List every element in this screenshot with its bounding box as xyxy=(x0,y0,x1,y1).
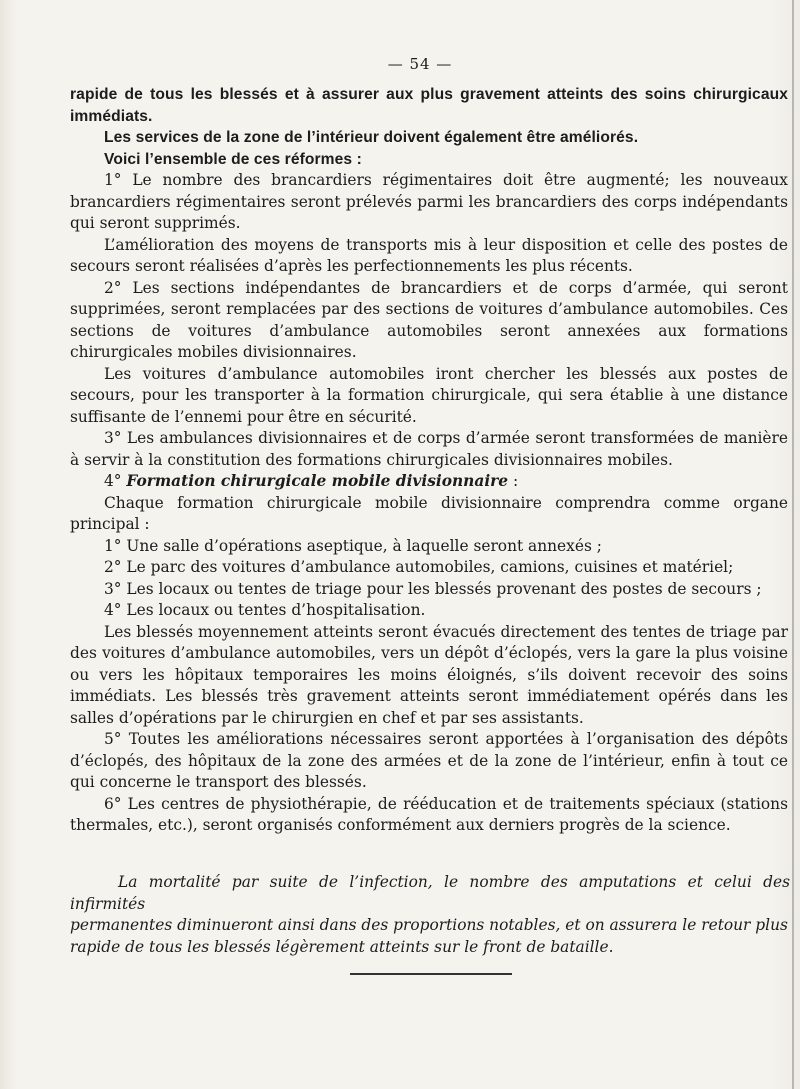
list-item-2: 2° Le parc des voitures d’ambulance automobiles, camions, cuisines et matériel; xyxy=(104,558,734,576)
paragraph-reforms-intro: Voici l’ensemble de ces réformes : xyxy=(104,150,362,168)
paragraph-reform-2: 2° Les sections indépendantes de brancardiers et de corps d’armée, qui seront supprimées, seront remplacées par des sections de voitures d’ambulance automobiles. Ces sections de voitures d’ambulance automobiles seront annexées aux formations chirurgicales mobiles divisionnaires. xyxy=(70,278,788,361)
paragraph-continuation: rapide de tous les blessés et à assurer aux plus gravement atteints des soins chirurgicaux immédiats. xyxy=(70,86,788,125)
conclusion-line-1: La mortalité par suite de l’infection, le nombre des amputations et celui des infirmités xyxy=(70,873,790,913)
list-item-4: 4° Les locaux ou tentes d’hospitalisation. xyxy=(104,601,426,619)
heading-title: Formation chirurgicale mobile divisionnaire xyxy=(126,472,509,490)
paragraph-reform-6: 6° Les centres de physiothérapie, de rééducation et de traitements spéciaux (stations thermales, etc.), seront organisés conformément aux derniers progrès de la science. xyxy=(70,794,788,834)
paragraph-reform-3: 3° Les ambulances divisionnaires et de corps d’armée seront transformées de manière à servir à la constitution des formations chirurgicales divisionnaires mobiles. xyxy=(70,429,788,469)
paragraph-evacuation: Les blessés moyennement atteints seront évacués directement des tentes de triage par des voitures d’ambulance automobiles, vers un dépôt d’éclopés, vers la gare la plus voisine ou vers les hôpitaux temporaires les moins éloignés, s’ils doivent recevoir des soins immédiats. Les blessés très gravement atteints seront immédiatement opérés dans les salles d’opérations par le chirurgien en chef et par ses assistants. xyxy=(70,622,788,727)
list-item-1: 1° Une salle d’opérations aseptique, à laquelle seront annexés ; xyxy=(104,536,602,555)
paragraph-ambulance-cars: Les voitures d’ambulance automobiles iront chercher les blessés aux postes de secours, pour les transporter à la formation chirurgicale, qui sera établie à une distance suffisante de l’ennemi pour être en sécurité. xyxy=(70,364,788,426)
conclusion-paragraph xyxy=(70,872,790,958)
paragraph-reform-5: 5° Toutes les améliorations nécessaires seront apportées à l’organisation des dépôts d’éclopés, des hôpitaux de la zone des armées et de la zone de l’intérieur, enfin à tout ce qui concerne le transport des blessés. xyxy=(70,730,788,791)
heading-colon: : xyxy=(508,472,519,490)
closing-rule xyxy=(350,973,512,975)
list-item-3: 3° Les locaux ou tentes de triage pour les blessés provenant des postes de secours ; xyxy=(104,579,762,598)
heading-reform-4 xyxy=(70,471,788,493)
conclusion-line-3: rapide de tous les blessés légèrement atteints sur le front de bataille. xyxy=(70,937,614,956)
paragraph-formation-organ: Chaque formation chirurgicale mobile divisionnaire comprendra comme organe principal : xyxy=(70,493,788,533)
heading-number: 4° xyxy=(104,472,122,490)
paragraph-reform-1: 1° Le nombre des brancardiers régimentaires doit être augmenté; les nouveaux brancardiers régimentaires seront prélevés parmi les brancardiers des corps indépendants qui seront supprimés. xyxy=(70,171,788,232)
page-edge-line xyxy=(792,0,794,1089)
conclusion-line-2: permanentes diminueront ainsi dans des proportions notables, et on assurera le retour plus xyxy=(70,916,788,934)
paragraph-transport-improvement: L’amélioration des moyens de transports mis à leur disposition et celle des postes de secours seront réalisées d’après les perfectionnements les plus récents. xyxy=(70,235,788,275)
body-text xyxy=(70,84,788,837)
paragraph-interior-services: Les services de la zone de l’intérieur doivent également être améliorés. xyxy=(104,129,639,146)
page-number: — 54 — xyxy=(387,55,453,73)
